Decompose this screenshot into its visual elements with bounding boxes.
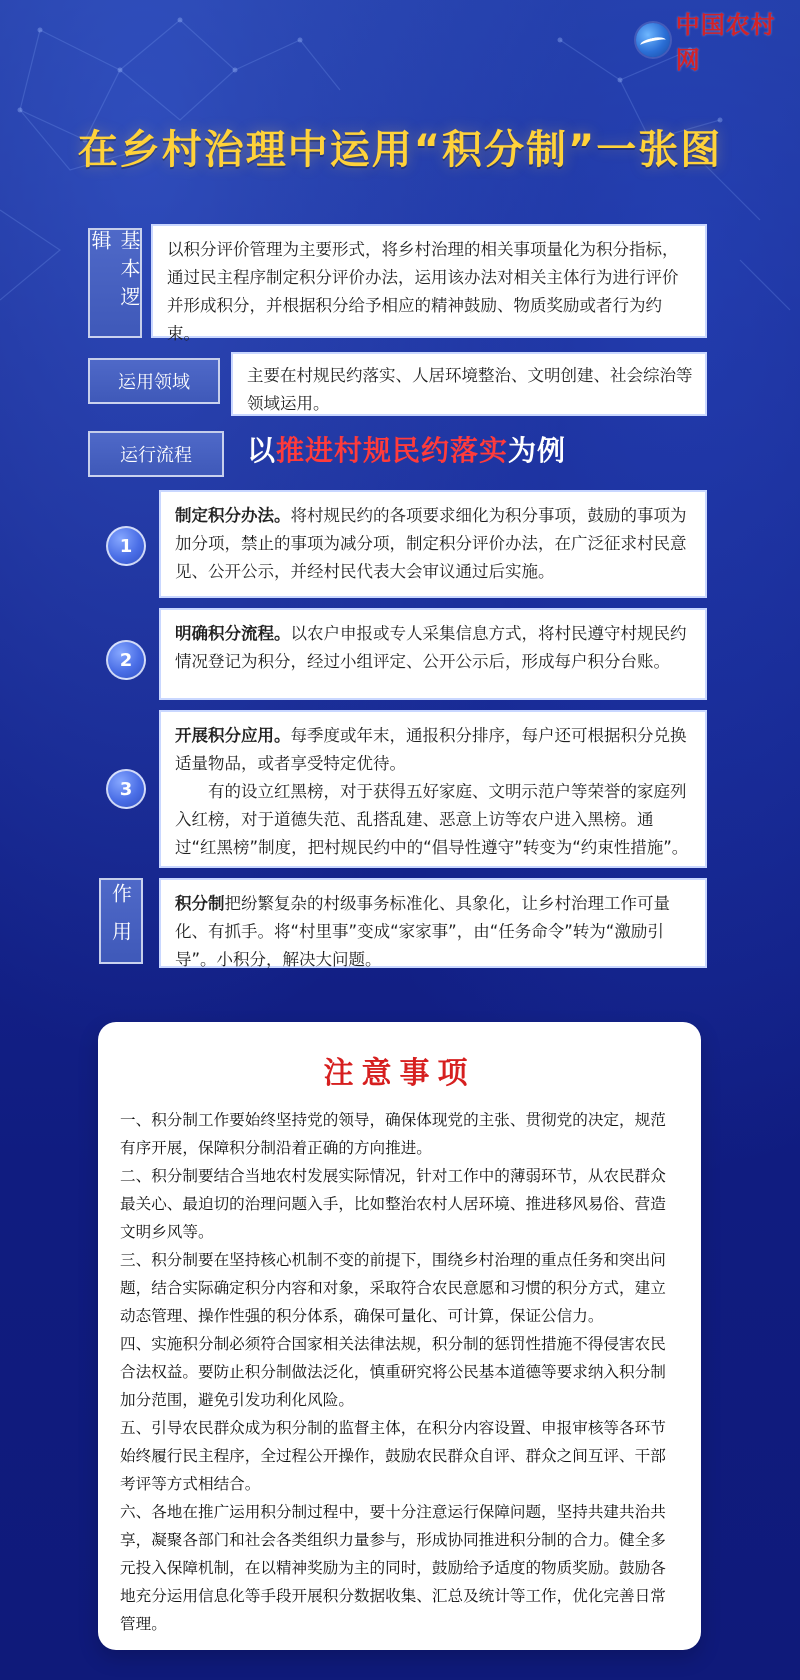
note-item-1: 一、积分制工作要始终坚持党的领导，确保体现党的主张、贯彻党的决定，规范有序开展，保障积分制沿着正确的方向推进。: [120, 1111, 666, 1157]
step-3-box: [159, 710, 707, 868]
basic-logic-label: 基本逻辑: [88, 228, 142, 338]
process-label: 运行流程: [88, 431, 224, 477]
step-2-title: 明确积分流程。: [175, 624, 291, 643]
globe-swoosh-icon: [636, 23, 670, 57]
step-1-circle: 1: [106, 526, 146, 566]
effect-box: [159, 878, 707, 968]
process-example-highlight: 推进村规民约落实: [276, 434, 509, 467]
step-1-title: 制定积分办法。: [175, 506, 291, 525]
step-2-box: [159, 608, 707, 700]
notes-title: 注意事项: [323, 1056, 476, 1091]
effect-label: 作用: [99, 878, 143, 964]
step-2-text: 以农户申报或专人采集信息方式，将村民遵守村规民约情况登记为积分，经过小组评定、公开公示后，形成每户积分台账。: [175, 624, 687, 671]
effect-text: 把纷繁复杂的村级事务标准化、具象化，让乡村治理工作可量化、有抓手。将“村里事”变成“家家事”，由“任务命令”转为“激励引导”。小积分，解决大问题。: [175, 894, 670, 969]
page-title: 在乡村治理中运用“积分制”一张图: [77, 127, 723, 173]
step-3-text: 每季度或年末，通报积分排序，每户还可根据积分兑换适量物品，或者享受特定优待。: [175, 726, 687, 773]
domain-box: [231, 352, 707, 416]
logo-text: 中国农村网: [675, 11, 776, 74]
step-2-circle: 2: [106, 640, 146, 680]
domain-text: 主要在村规民约落实、人居环境整治、文明创建、社会综治等领域运用。: [247, 366, 693, 413]
note-item-5: 五、引导农民群众成为积分制的监督主体，在积分内容设置、申报审核等各环节始终履行民主程序，全过程公开操作，鼓励农民群众自评、群众之间互评、干部考评等方式相结合。: [120, 1419, 666, 1493]
effect-title: 积分制: [175, 894, 225, 913]
step-3-text-2: 有的设立红黑榜，对于获得五好家庭、文明示范户等荣誉的家庭列入红榜，对于道德失范、乱搭乱建、恶意上访等农户进入黑榜。通过“红黑榜”制度，把村规民约中的“倡导性遵守”转变为“约束性措施”。: [175, 782, 689, 857]
note-item-6: 六、各地在推广运用积分制过程中，要十分注意运行保障问题，坚持共建共治共享，凝聚各部门和社会各类组织力量参与，形成协同推进积分制的合力。健全多元投入保障机制，在以精神奖励为主的同时，鼓励给予适度的物质奖励。鼓励各地充分运用信息化等手段开展积分数据收集、汇总及统计等工作，优化完善日常管理。: [120, 1503, 666, 1633]
process-example-suffix: 为例: [508, 434, 567, 467]
process-example-title: [247, 429, 566, 469]
notes-panel: [98, 1022, 701, 1650]
step-1-box: [159, 490, 707, 598]
note-item-3: 三、积分制要在坚持核心机制不变的前提下，围绕乡村治理的重点任务和突出问题，结合实际确定积分内容和对象，采取符合农民意愿和习惯的积分方式，建立动态管理、操作性强的积分体系，确保可量化、可计算，保证公信力。: [120, 1251, 666, 1325]
domain-label: 运用领域: [88, 358, 220, 404]
note-item-4: 四、实施积分制必须符合国家相关法律法规，积分制的惩罚性措施不得侵害农民合法权益。要防止积分制做法泛化，慎重研究将公民基本道德等要求纳入积分制加分范围，避免引发功利化风险。: [120, 1335, 666, 1409]
site-logo: [636, 11, 800, 74]
step-3-title: 开展积分应用。: [175, 726, 291, 745]
step-3-circle: 3: [106, 769, 146, 809]
step-1-text: 将村规民约的各项要求细化为积分事项，鼓励的事项为加分项，禁止的事项为减分项，制定积分评价办法，在广泛征求村民意见、公开公示，并经村民代表大会审议通过后实施。: [175, 506, 687, 581]
process-example-prefix: 以: [247, 434, 277, 467]
basic-logic-box: [151, 224, 707, 343]
note-item-2: 二、积分制要结合当地农村发展实际情况，针对工作中的薄弱环节，从农民群众最关心、最迫切的治理问题入手，比如整治农村人居环境、推进移风易俗、营造文明乡风等。: [120, 1167, 666, 1241]
basic-logic-text: 以积分评价管理为主要形式，将乡村治理的相关事项量化为积分指标，通过民主程序制定积分评价办法，运用该办法对相关主体行为进行评价并形成积分，并根据积分给予相应的精神鼓励、物质奖励或者行为约束。: [167, 240, 679, 343]
